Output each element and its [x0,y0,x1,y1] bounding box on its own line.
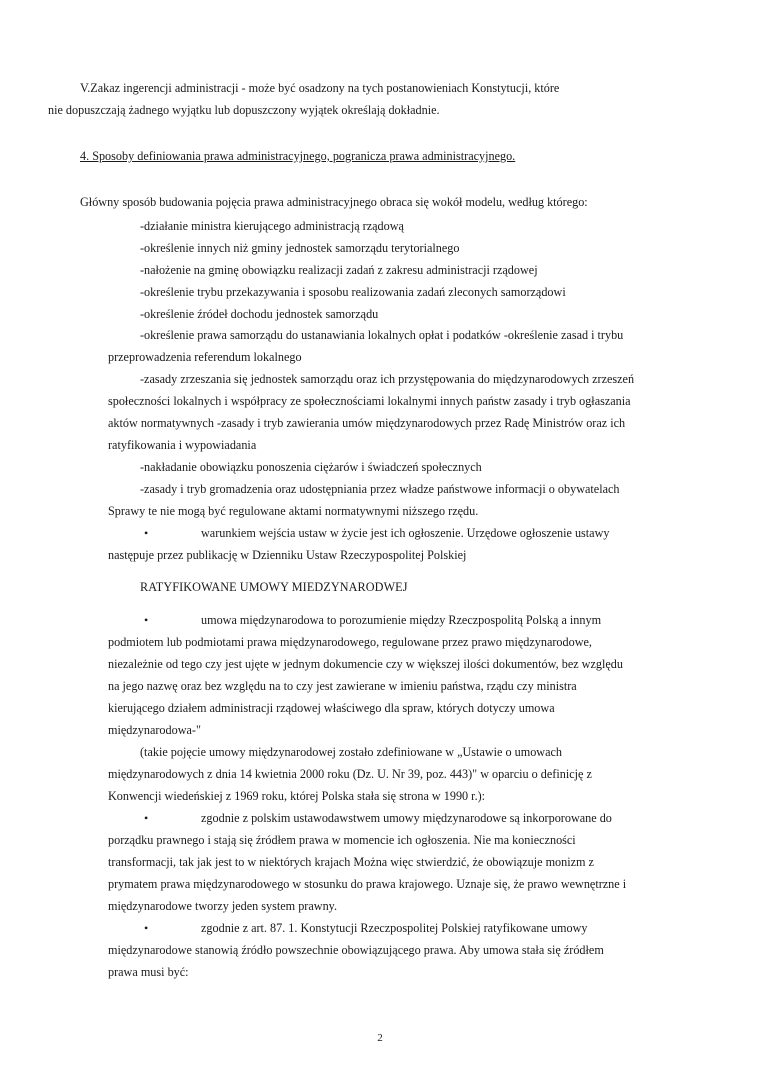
paragraph-line: nie dopuszczają żadnego wyjątku lub dopuszczony wyjątek określają dokładnie. [48,103,440,117]
bullet-line: następuje przez publikację w Dzienniku Ustaw Rzeczypospolitej Polskiej [108,548,467,562]
bullet-icon: • [144,921,149,935]
section-title: RATYFIKOWANE UMOWY MIEDZYNARODWEJ [140,580,408,594]
note-line: międzynarodowych z dnia 14 kwietnia 2000 roku (Dz. U. Nr 39, poz. 443)" w oparciu o definicję z [108,767,592,781]
bullet-line: porządku prawnego i stają się źródłem prawa w momencie ich ogłoszenia. Nie ma konieczności [108,833,576,847]
list-item-continuation: społeczności lokalnych i współpracy ze społecznościami lokalnymi innych państw zasady i tryb ogłaszania [108,394,631,408]
list-item: -nakładanie obowiązku ponoszenia ciężarów i świadczeń społecznych [140,460,482,474]
bullet-line: niezależnie od tego czy jest ujęte w jednym dokumencie czy w większej ilości dokumentów, bez względu [108,657,623,671]
list-item: -określenie źródeł dochodu jednostek samorządu [140,307,379,321]
list-item: -określenie prawa samorządu do ustanawiania lokalnych opłat i podatków -określenie zasad i trybu [140,328,624,342]
bullet-line: międzynarodowa-" [108,723,201,737]
bullet-line: prymatem prawa międzynarodowego w stosunku do prawa krajowego. Uznaje się, że prawo wewnętrzne i [108,877,627,891]
bullet-line: transformacji, tak jak jest to w niektórych krajach Można więc stwierdzić, że obowiązuje monizm z [108,855,594,869]
bullet-line: zgodnie z polskim ustawodawstwem umowy międzynarodowe są inkorporowane do [201,811,612,825]
bullet-line: prawa musi być: [108,965,189,979]
section-heading: 4. Sposoby definiowania prawa administracyjnego, pogranicza prawa administracyjnego. [80,149,516,163]
page-number: 2 [377,1032,383,1044]
bullet-icon: • [144,811,149,825]
list-item: -określenie trybu przekazywania i sposobu realizowania zadań zleconych samorządowi [140,285,566,299]
list-item: -nałożenie na gminę obowiązku realizacji zadań z zakresu administracji rządowej [140,263,538,277]
bullet-line: międzynarodowe tworzy jeden system prawny. [108,899,338,913]
list-item-continuation: Sprawy te nie mogą być regulowane aktami normatywnymi niższego rzędu. [108,504,479,518]
list-item: -zasady i tryb gromadzenia oraz udostępniania przez władze państwowe informacji o obywatelach [140,482,620,496]
bullet-line: na jego nazwę oraz bez względu na to czy jest zawierane w imieniu państwa, rządu czy ministra [108,679,577,693]
bullet-line: kierującego działem administracji rządowej właściwego dla spraw, których dotyczy umowa [108,701,555,715]
bullet-icon: • [144,613,149,627]
bullet-line: umowa międzynarodowa to porozumienie między Rzeczpospolitą Polską a innym [201,613,602,627]
bullet-line: warunkiem wejścia ustaw w życie jest ich ogłoszenie. Urzędowe ogłoszenie ustawy [201,526,610,540]
list-item: -działanie ministra kierującego administracją rządową [140,219,404,233]
paragraph-line: V.Zakaz ingerencji administracji - może być osadzony na tych postanowieniach Konstytucji, które [80,81,560,95]
list-item: -określenie innych niż gminy jednostek samorządu terytorialnego [140,241,460,255]
list-item-continuation: ratyfikowania i wypowiadania [108,438,257,452]
bullet-line: podmiotem lub podmiotami prawa międzynarodowego, regulowane przez prawo międzynarodowe, [108,635,592,649]
note-line: (takie pojęcie umowy międzynarodowej zostało zdefiniowane w „Ustawie o umowach [140,745,563,759]
list-item: -zasady zrzeszania się jednostek samorządu oraz ich przystępowania do międzynarodowych zrzeszeń [140,372,635,386]
bullet-icon: • [144,526,149,540]
list-item-continuation: aktów normatywnych -zasady i tryb zawierania umów międzynarodowych przez Radę Ministrów oraz ich [108,416,626,430]
note-line: Konwencji wiedeńskiej z 1969 roku, której Polska stała się strona w 1990 r.): [108,789,486,803]
intro-line: Główny sposób budowania pojęcia prawa administracyjnego obraca się wokół modelu, według którego: [80,195,588,209]
list-item-continuation: przeprowadzenia referendum lokalnego [108,350,302,364]
bullet-line: międzynarodowe stanowią źródło powszechnie obowiązującego prawa. Aby umowa stała się źródłem [108,943,604,957]
bullet-line: zgodnie z art. 87. 1. Konstytucji Rzeczpospolitej Polskiej ratyfikowane umowy [201,921,588,935]
